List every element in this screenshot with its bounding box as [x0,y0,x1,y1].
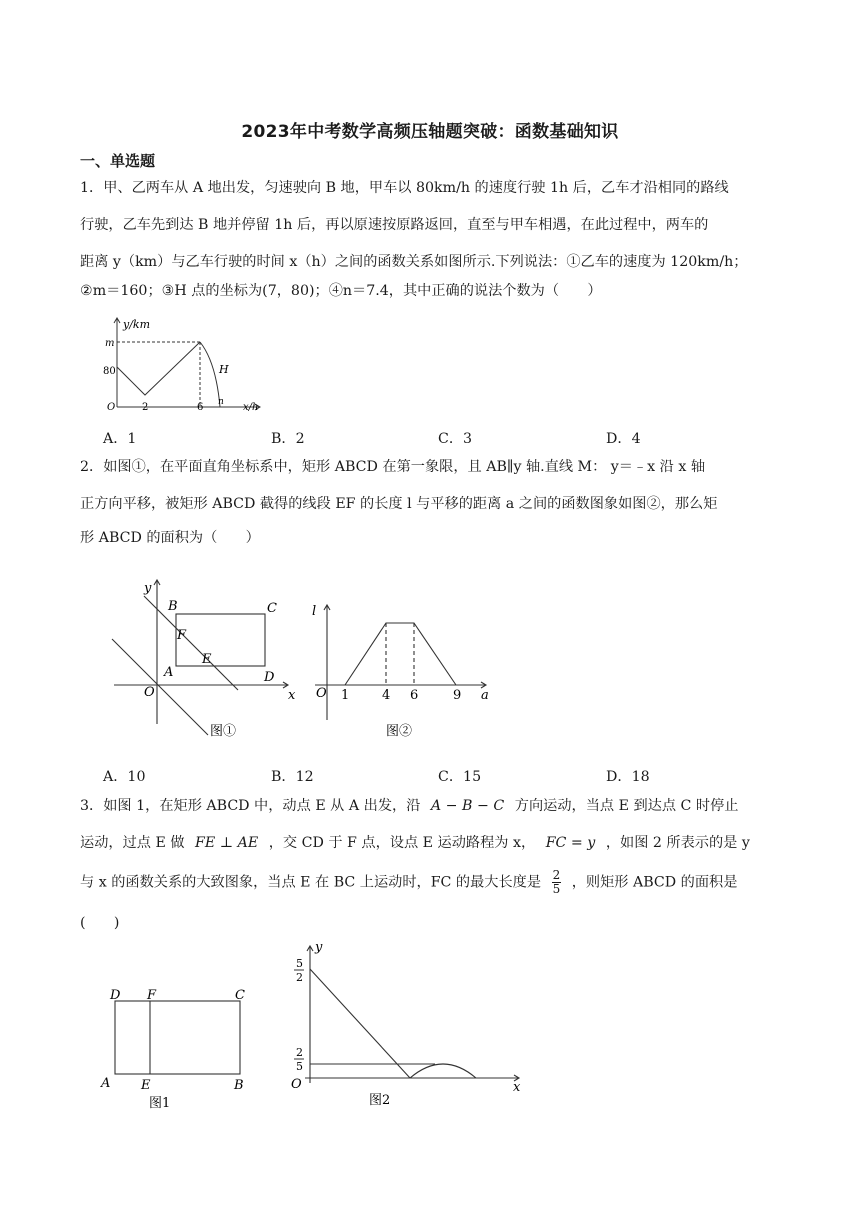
q3-frac-num: 2 [552,868,561,882]
section-heading: 一、单选题 [80,152,156,170]
q2-fig1-f: F [177,628,187,643]
q1-x2: 2 [142,402,149,413]
q3-math-perp: FE ⊥ AE [195,835,259,851]
q1-line-2: 行驶，乙车先到达 B 地并停留 1h 后，再以原速按原路返回，直至与甲车相遇，在此过程中，两车的 [80,217,709,233]
q2-fig1-o: O [144,685,155,700]
q3-text-2c: ，如图 2 所表示的是 y [605,835,750,851]
page-title: 2023年中考数学高频压轴题突破：函数基础知识 [241,122,619,142]
q3-fig2-frac1-den: 2 [296,971,303,984]
q2-fig2-tick-9: 9 [453,688,462,703]
q1-ylabel: y/km [123,318,151,331]
q3-frac-den: 5 [552,882,561,896]
q1-option-d[interactable]: D．4 [606,431,641,447]
q3-fig1-d: D [110,988,121,1003]
q3-line-2 [80,833,780,853]
q2-line-2: 正方向平移，被矩形 ABCD 截得的线段 EF 的长度 l 与平移的距离 a 之间的函数图象如图②，那么矩 [80,496,718,512]
q1-m-label: m [105,338,115,349]
q1-x6: 6 [197,402,204,413]
q3-fraction [552,869,562,896]
q3-math-fc: FC = y [545,835,596,851]
q3-text-2b: ，交 CD 于 F 点，设点 E 运动路程为 x， [268,835,536,851]
q2-fig2-tick-1: 1 [341,688,350,703]
q1-line-3: 距离 y（km）与乙车行驶的时间 x（h）之间的函数关系如图所示.下列说法：①乙车的速度为 120km/h； [80,254,748,270]
q3-text-3b: ，则矩形 ABCD 的面积是 [571,874,738,891]
q2-fig2-l: l [312,604,317,619]
q2-option-d[interactable]: D．18 [606,769,650,785]
q3-fig1-e: E [141,1078,151,1093]
q3-math-path: A − B − C [430,798,505,814]
q2-fig2-tick-4: 4 [382,688,391,703]
q2-option-b[interactable]: B．12 [271,769,314,785]
q3-fig1-f: F [147,988,157,1003]
q2-fig1-y: y [144,581,152,596]
q3-line-4: ( ) [80,915,120,931]
q1-figure [100,312,270,417]
q2-line-3: 形 ABCD 的面积为（ ） [80,530,260,546]
q2-option-c[interactable]: C．15 [438,769,482,785]
q3-figure [95,938,525,1118]
q3-line-3 [80,869,780,896]
q3-fig1-c: C [235,988,245,1003]
q1-80-label: 80 [103,366,116,377]
q2-figure [108,572,508,744]
q1-line-1: 1．甲、乙两车从 A 地出发，匀速驶向 B 地，甲车以 80km/h 的速度行驶 1h 后，乙车才沿相同的路线 [80,180,729,196]
q3-text-1a: 3．如图 1，在矩形 ABCD 中，动点 E 从 A 出发，沿 [80,798,421,814]
q2-option-a[interactable]: A．10 [103,769,146,785]
q2-fig1-e: E [202,652,212,667]
q2-fig1-d: D [264,670,275,685]
q1-h-label: H [219,363,229,376]
q1-option-a[interactable]: A．1 [103,431,137,447]
q2-fig2-tick-6: 6 [410,688,419,703]
q1-xlabel: x/h [243,402,259,413]
q3-text-3a: 与 x 的函数关系的大致图象，当点 E 在 BC 上运动时，FC 的最大长度是 [80,874,542,891]
q1-n-label: n [218,397,224,407]
q3-fig1-a: A [101,1076,111,1091]
q1-origin: O [107,402,116,413]
q3-fig2-frac2-num: 2 [296,1046,303,1059]
q3-fig2-frac2-den: 5 [296,1060,303,1073]
q1-option-b[interactable]: B．2 [271,431,305,447]
q3-fig2-caption: 图2 [369,1093,391,1108]
q3-line-1 [80,796,780,816]
q3-fig2-o: O [291,1077,302,1092]
q2-line-1: 2．如图①，在平面直角坐标系中，矩形 ABCD 在第一象限，且 AB∥y 轴.直线 M： y＝﹣x 沿 x 轴 [80,459,706,475]
q2-fig2-a: a [481,688,489,703]
q3-text-2a: 运动，过点 E 做 [80,835,185,851]
q2-fig1-c: C [267,601,277,616]
q1-line-4: ②m＝160；③H 点的坐标为(7，80)；④n＝7.4，其中正确的说法个数为（ ） [80,283,602,299]
q2-fig2-o: O [316,686,327,701]
q1-option-c[interactable]: C．3 [438,431,473,447]
q3-fig2-x: x [513,1080,521,1095]
q2-fig1-x: x [288,688,296,703]
q2-fig1-caption: 图① [210,724,237,739]
q3-fig2-frac1-num: 5 [296,957,303,970]
q3-text-1b: 方向运动，当点 E 到达点 C 时停止 [514,798,739,814]
q3-fig1-b: B [234,1078,244,1093]
q2-fig1-a: A [164,665,174,680]
q3-fig1-caption: 图1 [149,1096,171,1111]
q3-fig2-y: y [315,940,323,955]
q2-fig2-caption: 图② [386,724,413,739]
q2-fig1-b: B [168,599,178,614]
